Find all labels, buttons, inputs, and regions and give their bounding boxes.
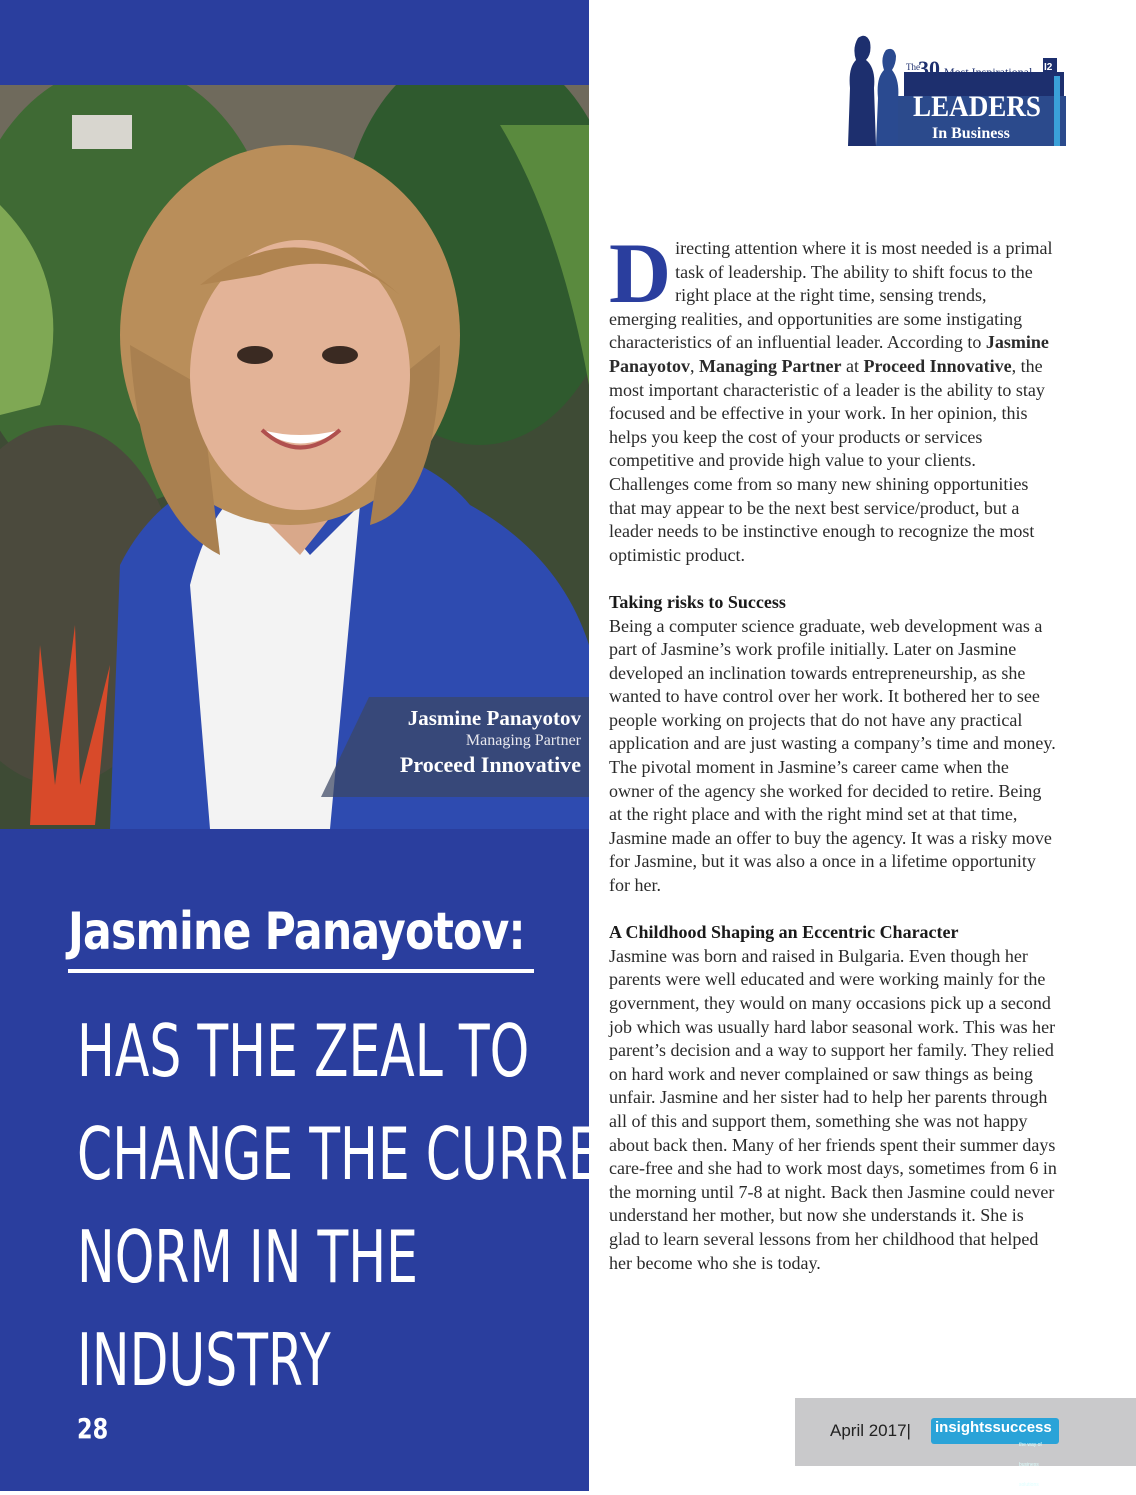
drop-cap: D: [609, 225, 672, 321]
svg-text:Most Inspirational: Most Inspirational: [944, 65, 1033, 79]
caption-role: Managing Partner: [465, 732, 581, 749]
svg-text:LEADERS: LEADERS: [913, 90, 1041, 123]
photo-caption: [321, 697, 589, 797]
caption-company: Proceed Innovative: [399, 752, 581, 777]
page-footer: [795, 1398, 1136, 1488]
page-number: 28: [77, 1412, 109, 1445]
section-paragraph-childhood: Jasmine was born and raised in Bulgaria. Even though her parents were well educated and were working mainly for the government, they would on many occasions pick up a second job which was usually hard labor seasonal work. This was her parent’s decision and a way to support her family. They relied on hard work and never complained or saw things as being unfair. Jasmine and her sister had to help her parents through all of this and support them, something she was not happy about back then. Many of her friends spent their summer days care-free and she had to work most days, sometimes from 6 in the morning until 7-8 at night. Back then Jasmine could never understand her mother, but now she understands it. She is glad to learn several lessons from her childhood that helped her become who she is today.: [609, 945, 1057, 1273]
subheadline-line: CHANGE THE CURRENT: [77, 1112, 669, 1196]
svg-text:I2: I2: [1044, 62, 1053, 73]
section-paragraph-risks: Being a computer science graduate, web development was a part of Jasmine’s work profile initially. Later on Jasmine developed an inclination towards entrepreneurship, as she wanted to have control over her work. It bothered her to see people working on projects that do not have any practical application and are just wasting a company’s time and money. The pivotal moment in Jasmine’s career came when the owner of the agency she worked for decided to retire. Being at the right place and with the right mind set at that time, Jasmine made an offer to buy the agency. It was a risky move for Jasmine, but it was also a once in a lifetime opportunity for her.: [609, 615, 1056, 896]
leaders-in-business-logo: [836, 28, 1066, 148]
insights-success-logo: insightssuccess the way of business solutions: [931, 1418, 1059, 1444]
svg-text:The: The: [906, 62, 920, 72]
headline-underline: [68, 969, 534, 973]
headline: Jasmine Panayotov:: [68, 902, 525, 962]
intro-paragraph: Directing attention where it is most needed is a primal task of leadership. The ability to shift focus to the right place at the right time, sensing trends, emerging realities, and opportunities are some instigating characteristics of an influential leader. According to Jasmine Panayotov, Managing Partner at Proceed Innovative, the most important characteristic of a leader is the ability to stay focused and be effective in your work. In her opinion, this helps you keep the cost of your products or services competitive and provide high value to your clients. Challenges come from so many new shining opportunities that may appear to be the next best service/product, but a leader needs to be instinctive enough to recognize the most optimistic product.: [609, 225, 1053, 565]
caption-name: Jasmine Panayotov: [407, 706, 581, 730]
issue-date: April 2017|: [830, 1421, 911, 1440]
section-heading-risks: Taking risks to Success: [609, 591, 786, 612]
subheadline-line: HAS THE ZEAL TO: [77, 1009, 530, 1093]
svg-text:30: 30: [918, 56, 940, 81]
svg-text:In Business: In Business: [932, 125, 1010, 142]
portrait-photo: [0, 85, 589, 829]
article-body: [609, 225, 1057, 1299]
subheadline-line: NORM IN THE: [77, 1215, 419, 1299]
subheadline: [77, 1000, 668, 1412]
subheadline-line: INDUSTRY: [77, 1318, 331, 1402]
section-heading-childhood: A Childhood Shaping an Eccentric Character: [609, 922, 959, 943]
